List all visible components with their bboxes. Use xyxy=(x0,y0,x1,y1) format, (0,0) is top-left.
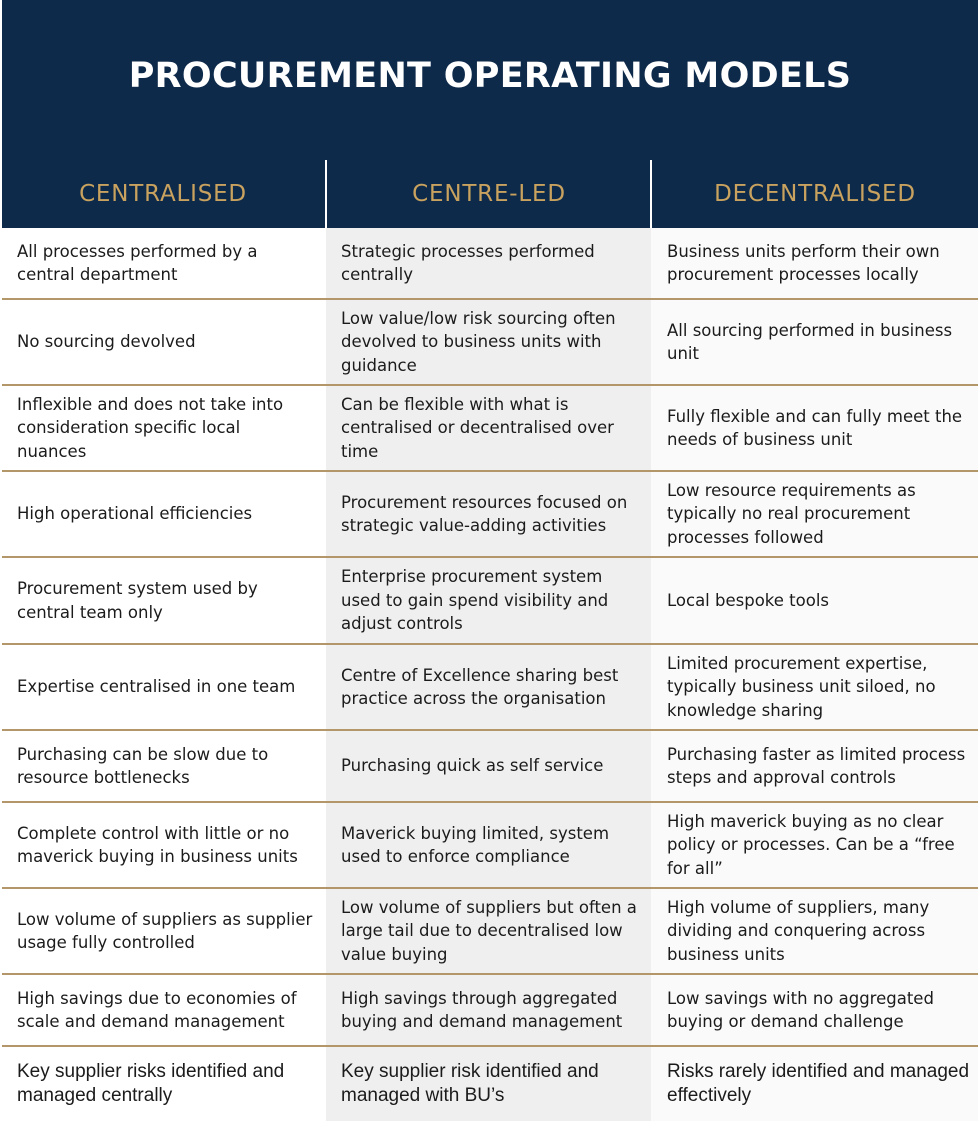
page-title: PROCUREMENT OPERATING MODELS xyxy=(128,56,852,96)
table-row xyxy=(2,975,978,1047)
column-header-decentralised: DECENTRALISED xyxy=(714,181,916,207)
cell-centralised: High operational efficiencies xyxy=(2,472,326,556)
cell-decentralised: Business units perform their own procurement processes locally xyxy=(651,228,978,298)
table-body xyxy=(2,228,978,1121)
cell-centre-led: High savings through aggregated buying and demand management xyxy=(326,975,651,1045)
cell-centre-led: Can be flexible with what is centralised or decentralised over time xyxy=(326,386,651,470)
cell-decentralised: Fully flexible and can fully meet the needs of business unit xyxy=(651,386,978,470)
table-row xyxy=(2,889,978,975)
cell-decentralised: Limited procurement expertise, typically business unit siloed, no knowledge sharing xyxy=(651,645,978,729)
table-row xyxy=(2,645,978,731)
cell-decentralised: High maverick buying as no clear policy or processes. Can be a “free for all” xyxy=(651,803,978,887)
cell-decentralised: Purchasing faster as limited process steps and approval controls xyxy=(651,731,978,801)
cell-centralised: Low volume of suppliers as supplier usage fully controlled xyxy=(2,889,326,973)
cell-centre-led: Key supplier risk identified and managed with BU’s xyxy=(326,1047,651,1121)
cell-decentralised: Risks rarely identified and managed effectively xyxy=(651,1047,978,1121)
table-row xyxy=(2,731,978,803)
table-row xyxy=(2,386,978,472)
cell-centre-led: Low value/low risk sourcing often devolved to business units with guidance xyxy=(326,300,651,384)
cell-decentralised: Local bespoke tools xyxy=(651,558,978,643)
cell-centralised: High savings due to economies of scale and demand management xyxy=(2,975,326,1045)
cell-centralised: Expertise centralised in one team xyxy=(2,645,326,729)
table-row xyxy=(2,558,978,645)
cell-centre-led: Strategic processes performed centrally xyxy=(326,228,651,298)
cell-centre-led: Maverick buying limited, system used to enforce compliance xyxy=(326,803,651,887)
cell-decentralised: Low savings with no aggregated buying or demand challenge xyxy=(651,975,978,1045)
cell-centralised: Inflexible and does not take into consideration specific local nuances xyxy=(2,386,326,470)
cell-centre-led: Centre of Excellence sharing best practice across the organisation xyxy=(326,645,651,729)
cell-centralised: Purchasing can be slow due to resource bottlenecks xyxy=(2,731,326,801)
table-row xyxy=(2,1047,978,1121)
cell-centralised: Complete control with little or no maverick buying in business units xyxy=(2,803,326,887)
table-row xyxy=(2,300,978,386)
cell-centralised: All processes performed by a central department xyxy=(2,228,326,298)
cell-centralised: No sourcing devolved xyxy=(2,300,326,384)
cell-centre-led: Procurement resources focused on strategic value-adding activities xyxy=(326,472,651,556)
cell-centralised: Procurement system used by central team only xyxy=(2,558,326,643)
cell-decentralised: High volume of suppliers, many dividing and conquering across business units xyxy=(651,889,978,973)
column-header-centre-led: CENTRE-LED xyxy=(412,181,566,207)
table-row xyxy=(2,803,978,889)
table-row xyxy=(2,228,978,300)
table-row xyxy=(2,472,978,558)
column-divider xyxy=(325,160,327,228)
cell-centre-led: Low volume of suppliers but often a large tail due to decentralised low value buying xyxy=(326,889,651,973)
cell-centralised: Key supplier risks identified and managed centrally xyxy=(2,1047,326,1121)
cell-decentralised: All sourcing performed in business unit xyxy=(651,300,978,384)
column-header-centralised: CENTRALISED xyxy=(79,181,247,207)
cell-centre-led: Purchasing quick as self service xyxy=(326,731,651,801)
cell-centre-led: Enterprise procurement system used to gain spend visibility and adjust controls xyxy=(326,558,651,643)
cell-decentralised: Low resource requirements as typically no real procurement processes followed xyxy=(651,472,978,556)
